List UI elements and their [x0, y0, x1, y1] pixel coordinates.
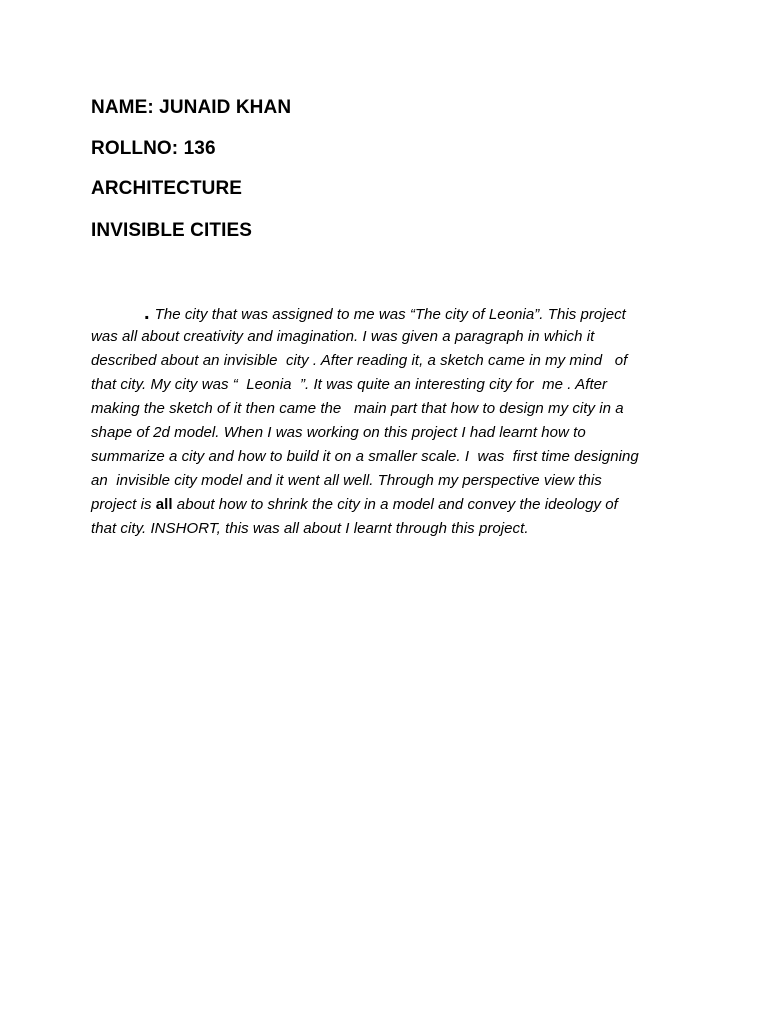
- paragraph-text: about how to shrink the city in a model and convey the ideology of: [172, 496, 618, 513]
- department: ARCHITECTURE: [91, 178, 243, 199]
- paragraph-line: described about an invisible city . After reading it, a sketch came in my mind of: [91, 352, 628, 369]
- paragraph-line: an invisible city model and it went all well. Through my perspective view this: [91, 472, 602, 489]
- paragraph-line: that city. INSHORT, this was all about I learnt through this project.: [91, 520, 529, 537]
- paragraph-line: [91, 301, 691, 325]
- roll-number: ROLLNO: 136: [91, 138, 216, 159]
- project-title: INVISIBLE CITIES: [91, 220, 253, 241]
- bold-word: all: [155, 496, 173, 513]
- paragraph-line: making the sketch of it then came the main part that how to design my city in a: [91, 400, 624, 417]
- paragraph-line: that city. My city was “ Leonia ”. It was quite an interesting city for me . After: [91, 376, 608, 393]
- paragraph-line: [91, 493, 691, 517]
- paragraph-line: was all about creativity and imagination. I was given a paragraph in which it: [91, 328, 595, 345]
- paragraph-line: shape of 2d model. When I was working on this project I had learnt how to: [91, 424, 586, 441]
- bullet-dot: .: [144, 302, 150, 324]
- paragraph-text: project is: [91, 496, 156, 513]
- paragraph-line: summarize a city and how to build it on a smaller scale. I was first time designing: [91, 448, 639, 465]
- body-paragraph: [91, 301, 691, 541]
- student-name: NAME: JUNAID KHAN: [91, 97, 292, 118]
- paragraph-line-text: The city that was assigned to me was “The city of Leonia”. This project: [154, 306, 626, 323]
